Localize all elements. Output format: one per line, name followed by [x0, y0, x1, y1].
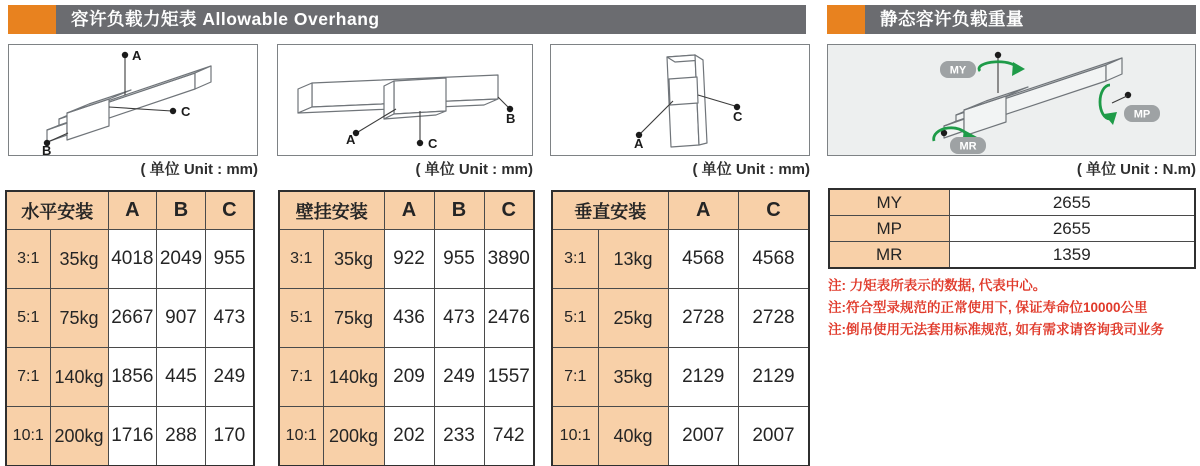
unit-caption-horizontal: ( 单位 Unit : mm): [140, 161, 258, 178]
table-row: [6, 348, 254, 407]
value-cell: 4568: [739, 230, 810, 289]
point-label-c: C: [428, 136, 438, 151]
value-cell: 2049: [157, 230, 206, 289]
vertical-mount-table: [551, 190, 810, 466]
static-moment-diagram-box: [827, 44, 1196, 156]
header-accent-square: [827, 5, 865, 34]
table-row: [279, 348, 534, 407]
value-cell: 922: [384, 230, 434, 289]
value-cell: 2007: [739, 407, 810, 466]
wall-mount-table: [278, 190, 535, 466]
value-cell: 4018: [108, 230, 157, 289]
ratio-cell: 3:1: [552, 230, 598, 289]
moment-label-cell: MY: [829, 189, 949, 216]
table-row: [6, 407, 254, 466]
table-title-cell: 垂直安装: [552, 191, 668, 230]
point-line-a: [641, 101, 673, 133]
unit-caption-static: ( 单位 Unit : N.m): [1076, 161, 1196, 178]
left-section-header: [8, 5, 806, 34]
unit-caption-wall: ( 单位 Unit : mm): [415, 161, 533, 178]
point-dot-c: [170, 108, 176, 114]
table-header-row: [279, 191, 534, 230]
value-cell: 2667: [108, 289, 157, 348]
value-cell: 436: [384, 289, 434, 348]
table-title-cell: 壁挂安装: [279, 191, 384, 230]
load-cell: 13kg: [598, 230, 668, 289]
point-label-a: A: [346, 132, 356, 147]
table-row: [829, 242, 1195, 269]
wall-mount-diagram-box: [277, 44, 533, 156]
moment-label-cell: MP: [829, 216, 949, 242]
mp-badge-label: MP: [1133, 108, 1151, 121]
load-cell: 200kg: [323, 407, 384, 466]
ratio-cell: 5:1: [6, 289, 50, 348]
value-cell: 907: [157, 289, 206, 348]
ratio-cell: 5:1: [279, 289, 323, 348]
table-row: [552, 289, 809, 348]
load-cell: 40kg: [598, 407, 668, 466]
mp-axis-line: [1112, 96, 1127, 103]
moment-label-cell: MR: [829, 242, 949, 269]
value-cell: 249: [205, 348, 254, 407]
value-cell: 2129: [668, 348, 739, 407]
table-row: [552, 230, 809, 289]
horizontal-mount-table: [5, 190, 255, 466]
load-cell: 35kg: [598, 348, 668, 407]
col-header-c: C: [205, 191, 254, 230]
load-cell: 35kg: [323, 230, 384, 289]
wall-mount-diagram: [278, 45, 532, 155]
value-cell: 2129: [739, 348, 810, 407]
moment-value-cell: 1359: [949, 242, 1195, 269]
value-cell: 742: [484, 407, 534, 466]
my-arrowhead-icon: [1012, 62, 1025, 76]
point-label-c: C: [181, 104, 191, 119]
load-cell: 75kg: [323, 289, 384, 348]
value-cell: 1716: [108, 407, 157, 466]
rail-wireframe: [298, 75, 498, 119]
table-row: [279, 407, 534, 466]
table-row: [552, 407, 809, 466]
ratio-cell: 10:1: [279, 407, 323, 466]
value-cell: 3890: [484, 230, 534, 289]
header-accent-square: [8, 5, 56, 34]
load-cell: 140kg: [323, 348, 384, 407]
col-header-a: A: [108, 191, 157, 230]
value-cell: 202: [384, 407, 434, 466]
static-load-table: [828, 188, 1196, 269]
table-title-cell: 水平安装: [6, 191, 108, 230]
load-cell: 200kg: [50, 407, 108, 466]
value-cell: 955: [434, 230, 484, 289]
ratio-cell: 3:1: [279, 230, 323, 289]
value-cell: 955: [205, 230, 254, 289]
point-label-b: B: [42, 143, 52, 155]
moment-value-cell: 2655: [949, 189, 1195, 216]
load-cell: 75kg: [50, 289, 108, 348]
vertical-mount-diagram-box: [550, 44, 810, 156]
right-section-header: [827, 5, 1196, 34]
point-label-c: C: [733, 109, 743, 124]
value-cell: 2007: [668, 407, 739, 466]
value-cell: 2728: [668, 289, 739, 348]
point-line-a: [358, 109, 396, 132]
ratio-cell: 10:1: [6, 407, 50, 466]
unit-caption-vertical: ( 单位 Unit : mm): [692, 161, 810, 178]
table-row: [279, 289, 534, 348]
point-dot-a: [122, 52, 128, 58]
col-header-c: C: [484, 191, 534, 230]
load-cell: 25kg: [598, 289, 668, 348]
value-cell: 170: [205, 407, 254, 466]
value-cell: 233: [434, 407, 484, 466]
point-label-a: A: [634, 136, 644, 151]
value-cell: 2476: [484, 289, 534, 348]
table-row: [6, 230, 254, 289]
left-section-title: 容许负载力矩表 Allowable Overhang: [56, 5, 806, 34]
table-row: [279, 230, 534, 289]
table-row: [829, 216, 1195, 242]
table-row: [829, 189, 1195, 216]
point-dot-c: [417, 140, 423, 146]
ratio-cell: 7:1: [552, 348, 598, 407]
value-cell: 209: [384, 348, 434, 407]
col-header-b: B: [157, 191, 206, 230]
load-cell: 35kg: [50, 230, 108, 289]
note-line-2: 注:符合型录规范的正常使用下, 保证寿命位10000公里: [828, 300, 1148, 315]
col-header-a: A: [384, 191, 434, 230]
vertical-mount-diagram: [551, 45, 809, 155]
col-header-c: C: [739, 191, 810, 230]
col-header-a: A: [668, 191, 739, 230]
moment-value-cell: 2655: [949, 216, 1195, 242]
mr-badge-label: MR: [959, 140, 977, 153]
point-label-b: B: [506, 111, 516, 126]
point-line-b: [498, 97, 509, 108]
point-label-a: A: [132, 48, 142, 63]
ratio-cell: 7:1: [279, 348, 323, 407]
value-cell: 2728: [739, 289, 810, 348]
table-row: [6, 289, 254, 348]
ratio-cell: 5:1: [552, 289, 598, 348]
ratio-cell: 10:1: [552, 407, 598, 466]
ratio-cell: 3:1: [6, 230, 50, 289]
mp-axis-dot: [1125, 92, 1131, 98]
static-moment-diagram: [828, 45, 1195, 155]
load-cell: 140kg: [50, 348, 108, 407]
value-cell: 249: [434, 348, 484, 407]
my-badge-label: MY: [949, 64, 967, 77]
horizontal-mount-diagram: [9, 45, 257, 155]
note-line-3: 注:倒吊使用无法套用标准规范, 如有需求请咨询我司业务: [828, 322, 1164, 337]
value-cell: 445: [157, 348, 206, 407]
ratio-cell: 7:1: [6, 348, 50, 407]
col-header-b: B: [434, 191, 484, 230]
table-header-row: [552, 191, 809, 230]
table-header-row: [6, 191, 254, 230]
value-cell: 473: [205, 289, 254, 348]
value-cell: 4568: [668, 230, 739, 289]
note-line-1: 注: 力矩表所表示的数据, 代表中心。: [828, 278, 1047, 293]
value-cell: 288: [157, 407, 206, 466]
right-section-title: 静态容许负载重量: [865, 5, 1196, 34]
table-row: [552, 348, 809, 407]
value-cell: 473: [434, 289, 484, 348]
my-axis-dot: [995, 52, 1001, 58]
horizontal-mount-diagram-box: [8, 44, 258, 156]
value-cell: 1557: [484, 348, 534, 407]
value-cell: 1856: [108, 348, 157, 407]
